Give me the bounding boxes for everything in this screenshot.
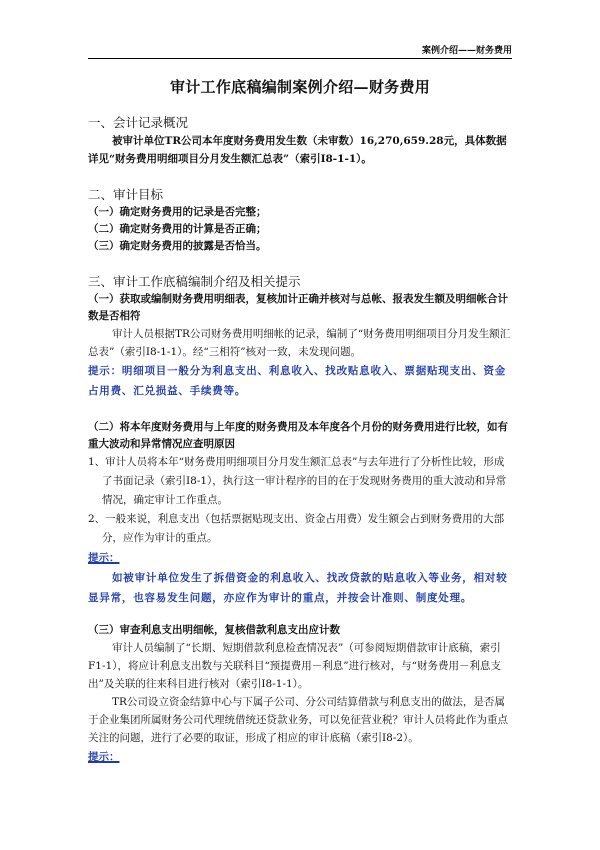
section3-heading: 三、审计工作底稿编制介绍及相关提示 (88, 274, 301, 289)
document-title: 审计工作底稿编制案例介绍—财务费用 (169, 78, 431, 96)
sub2-heading: （二）将本年度财务费用与上年度的财务费用及本年度各个月份的财务费用进行比较，如有重大波动和异常情况应查明原因 (88, 421, 508, 450)
goal-item-2: （二）确定财务费用的计算是否正确； (88, 223, 267, 235)
sub2-item-2: 2、一般来说，利息支出（包括票据贴现支出、资金占用费）发生额会占到财务费用的大部分，应作为审计的重点。 (88, 513, 505, 544)
section1-paragraph: 被审计单位TR公司本年度财务费用发生数（未审数）16,270,659.28元，具体数据详见“财务费用明细项目分月发生额汇总表”（索引I8-1-1）。 (88, 135, 507, 165)
sub3-paragraph-1: 审计人员编制了“长期、短期借款利息检查情况表”（可参阅短期借款审计底稿，索引F1-1），将应计利息支出数与关联科目“预提费用－利息”进行核对，与“财务费用－利息支出”及关联的往来科目进行核对（索引I8-1-1）。 (88, 642, 502, 690)
sub2-item-1: 1、审计人员将本年“财务费用明细项目分月发生额汇总表”与去年进行了分析性比较，形成了书面记录（索引I8-1），执行这一审计程序的目的在于发现财务费用的重大波动和异常情况，确定审计工作重点。 (88, 456, 507, 506)
document-body (88, 114, 512, 767)
sub2-hint: 如被审计单位发生了拆借资金的利息收入、找改贷款的贴息收入等业务，相对较显异常，也容易发生问题，亦应作为审计的重点，并按会计准则、制度处理。 (88, 572, 508, 604)
goal-item-3: （三）确定财务费用的披露是否恰当。 (88, 240, 267, 252)
section1-heading: 一、会计记录概况 (88, 115, 189, 130)
sub3-hint-label: 提示： (88, 751, 120, 763)
sub3-heading: （三）审查利息支出明细帐，复核借款利息支出应计数 (88, 624, 340, 636)
sub1-heading: （一）获取或编制财务费用明细表，复核加计正确并核对与总帐、报表发生额及明细帐合计数是否相符 (88, 293, 508, 322)
page-header (88, 40, 512, 59)
section2-heading: 二、审计目标 (88, 187, 164, 202)
sub2-hint-label: 提示： (88, 552, 120, 564)
sub1-paragraph: 审计人员根据TR公司财务费用明细帐的记录，编制了“财务费用明细项目分月发生额汇总表”（索引I8-1-1）。经“三相符”核对一致，未发现问题。 (88, 328, 511, 358)
sub3-paragraph-2: TR公司设立资金结算中心与下属子公司、分公司结算借款与利息支出的做法，是否属于企业集团所属财务公司代理统借统还贷款业务，可以免征营业税？审计人员将此作为重点关注的问题，进行了必要的取证，形成了相应的审计底稿（索引I8-2）。 (88, 696, 508, 744)
goal-item-1: （一）确定财务费用的记录是否完整； (88, 206, 267, 218)
header-text: 案例介绍——财务费用 (421, 46, 512, 56)
sub1-hint: 提示：明细项目一般分为利息支出、利息收入、找改贴息收入、票据贴现支出、资金占用费、汇兑损益、手续费等。 (88, 365, 507, 397)
